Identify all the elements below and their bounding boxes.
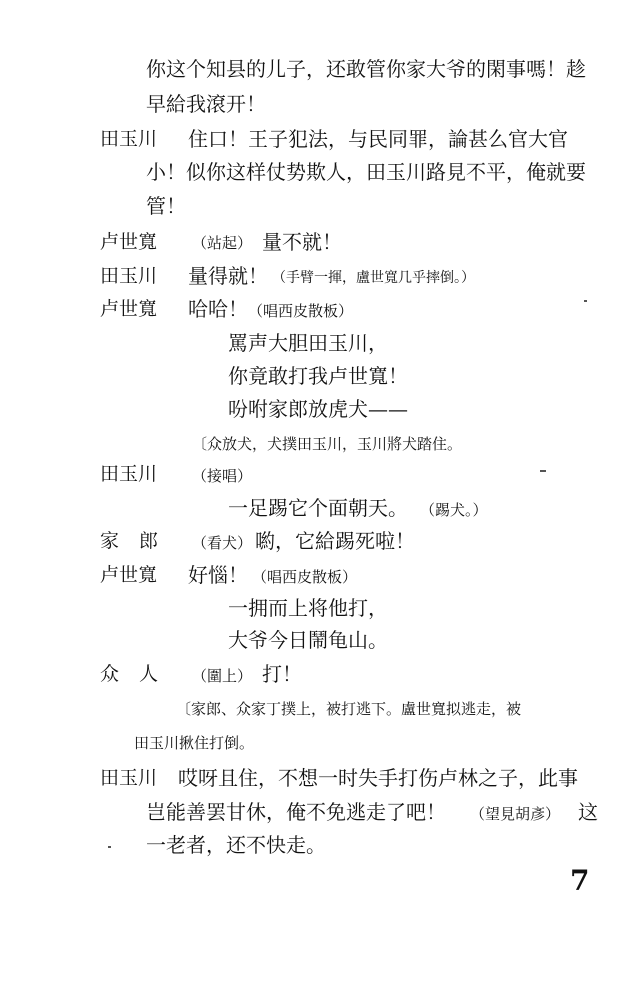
dialogue-line: 这: [578, 800, 598, 824]
speaker-name: 卢世寬: [100, 564, 158, 586]
stage-direction: （站起）: [192, 234, 253, 252]
dialogue-line: 量得就！: [188, 264, 268, 288]
stage-direction: （唱西皮散板）: [252, 568, 358, 586]
verse-line: 你竟敢打我卢世寬！: [228, 364, 408, 388]
stage-direction: （圍上）: [192, 667, 253, 685]
dialogue-line: 住口！王子犯法，与民同罪，論甚么官大官: [188, 127, 568, 151]
speaker-name: 家郎: [100, 530, 179, 552]
speaker-name: 田玉川: [100, 463, 158, 485]
print-speck: [584, 300, 587, 302]
stage-direction: 〔众放犬，犬撲田玉川，玉川將犬踏住。: [192, 435, 463, 453]
dialogue-line: 小！似你这样仗势欺人，田玉川路見不平，俺就要: [146, 160, 586, 184]
stage-direction: （看犬）: [192, 534, 253, 552]
dialogue-line: 管！: [146, 194, 186, 218]
speaker-name: 卢世寬: [100, 231, 158, 253]
dialogue-line: 打！: [262, 662, 302, 686]
speaker-name: 卢世寬: [100, 298, 158, 320]
dialogue-line: 一老者，还不快走。: [146, 833, 326, 857]
verse-line: 吩咐家郎放虎犬——: [228, 397, 408, 421]
verse-line: 大爷今日鬧龟山。: [228, 628, 388, 652]
verse-line: 一拥而上将他打，: [228, 596, 388, 620]
dialogue-line: 好惱！: [188, 563, 248, 587]
dialogue-line: 量不就！: [262, 230, 342, 254]
speaker-name: 田玉川: [100, 767, 158, 789]
dialogue-line: 早給我滾开！: [146, 92, 266, 116]
dialogue-line: 哎呀且住，不想一时失手打伤卢林之子，此事: [178, 766, 578, 790]
stage-direction: （接唱）: [192, 467, 253, 485]
speaker-name: 众人: [100, 663, 179, 685]
dialogue-line: 哈哈！: [188, 297, 248, 321]
verse-line: 一足踢它个面朝天。: [228, 496, 408, 520]
stage-direction: （望見胡彥）: [470, 805, 561, 823]
stage-direction: （唱西皮散板）: [248, 302, 354, 320]
stage-direction: 〔家郎、众家丁撲上，被打逃下。盧世寬拟逃走，被: [176, 700, 522, 718]
speaker-name: 田玉川: [100, 128, 158, 150]
verse-line: 罵声大胆田玉川，: [228, 331, 388, 355]
page-number: 7: [570, 864, 590, 897]
stage-direction: （踢犬。）: [420, 501, 488, 519]
print-speck: [108, 846, 111, 848]
dialogue-line: 喲，它給踢死啦！: [255, 529, 415, 553]
dialogue-line: 你这个知县的儿子，还敢管你家大爷的閑事嗎！趁: [146, 57, 586, 81]
stage-direction: （手臂一揮，盧世寬几乎摔倒。）: [272, 270, 475, 286]
speaker-name: 田玉川: [100, 265, 158, 287]
dialogue-line: 岂能善罢甘休，俺不免逃走了吧！: [146, 800, 446, 824]
stage-direction: 田玉川揪住打倒。: [134, 734, 255, 752]
print-speck: [540, 470, 546, 472]
